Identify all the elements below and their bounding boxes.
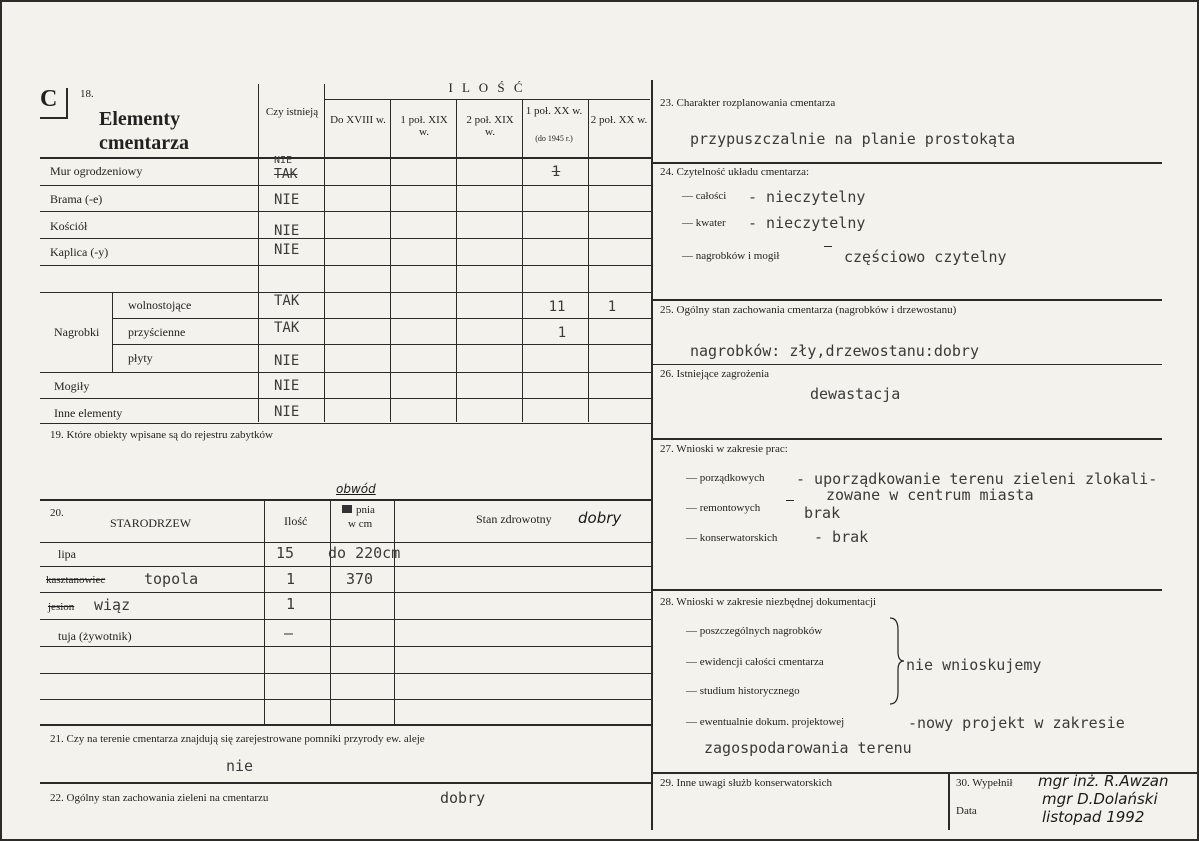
q20-col-stan: Stan zdrowotny bbox=[476, 512, 552, 526]
ilosc-header: I L O Ś Ć bbox=[448, 80, 526, 95]
inventory-card bbox=[2, 2, 1197, 839]
q22-label: 22. Ogólny stan zachowania zieleni na cmentarzu bbox=[50, 792, 269, 804]
q23-label: 23. Charakter rozplanowania cmentarza bbox=[660, 97, 836, 109]
q30-label: 30. Wypełnił bbox=[956, 777, 1013, 789]
q20-col-obwod: obwód bbox=[336, 482, 376, 496]
row-mur-label: Mur ogrodzeniowy bbox=[50, 164, 143, 178]
q24-kwater-answer: - nieczytelny bbox=[748, 214, 866, 232]
q30-date: listopad 1992 bbox=[1042, 808, 1145, 826]
starodrzew-row-4-qty: — bbox=[284, 624, 294, 642]
q19-label: 19. Które obiekty wpisane są do rejestru zabytków bbox=[50, 429, 273, 441]
starodrzew-row-2-name: topola bbox=[144, 570, 199, 588]
q27-porzadkowych: — porządkowych bbox=[686, 472, 765, 484]
row-inne-czy: NIE bbox=[274, 404, 300, 420]
q24-nagrobkow-answer: częściowo czytelny bbox=[844, 248, 1007, 266]
q30-data-label: Data bbox=[956, 805, 977, 817]
row-nagrobki-label: Nagrobki bbox=[54, 325, 100, 339]
q28-ewidencji: — ewidencji całości cmentarza bbox=[686, 656, 824, 668]
q24-calosci-answer: - nieczytelny bbox=[748, 188, 866, 206]
q27-porzadkowych-answer-2: zowane w centrum miasta bbox=[826, 486, 1034, 504]
q24-calosci: — całości bbox=[682, 190, 727, 202]
row-plyty-label: płyty bbox=[128, 351, 153, 365]
row-mogily-czy: NIE bbox=[274, 378, 300, 394]
bleed-through-mark bbox=[1120, 212, 1127, 244]
starodrzew-row-2-struck: kasztanowiec bbox=[46, 574, 106, 586]
q20-stan-value: dobry bbox=[578, 509, 622, 527]
row-inne-label: Inne elementy bbox=[54, 406, 123, 420]
scribble-mark bbox=[342, 505, 352, 513]
row-kosciol-czy: NIE bbox=[274, 223, 300, 239]
q30-name-2: mgr D.Dolański bbox=[1042, 790, 1158, 808]
starodrzew-row-1-name: lipa bbox=[58, 547, 76, 561]
q30-name-1: mgr inż. R.Awzan bbox=[1038, 772, 1169, 790]
row-mogily-label: Mogiły bbox=[54, 379, 90, 393]
row-wolnostojace-label: wolnostojące bbox=[128, 298, 192, 312]
col-do-xviii: Do XVIII w. bbox=[330, 114, 386, 126]
row-przyscienne-czy: TAK bbox=[274, 320, 300, 336]
q25-label: 25. Ogólny stan zachowania cmentarza (nagrobków i drzewostanu) bbox=[660, 304, 957, 316]
q27-konserwatorskich-answer: - brak bbox=[814, 528, 869, 546]
starodrzew-row-2-qty: 1 bbox=[286, 570, 296, 588]
q28-brace-answer: nie wnioskujemy bbox=[906, 656, 1042, 674]
q27-konserwatorskich: — konserwatorskich bbox=[686, 532, 778, 544]
section-number: 18. bbox=[80, 88, 94, 100]
q26-label: 26. Istniejące zagrożenia bbox=[660, 368, 770, 380]
q28-studium: — studium historycznego bbox=[686, 685, 800, 697]
section-title-2: cmentarza bbox=[99, 132, 189, 154]
q27-label: 27. Wnioski w zakresie prac: bbox=[660, 443, 788, 455]
row-plyty-czy: NIE bbox=[274, 353, 300, 369]
q20-col-starodrzew: STARODRZEW bbox=[110, 516, 192, 530]
brace-icon bbox=[886, 616, 906, 706]
row-brama-label: Brama (-e) bbox=[50, 192, 103, 206]
q21-answer: nie bbox=[226, 757, 254, 775]
q20-col-pnia: pnia bbox=[356, 504, 375, 516]
q28-projektowej: — ewentualnie dokum. projektowej bbox=[686, 716, 845, 728]
row-mur-struck: TAK bbox=[274, 167, 298, 182]
section-letter: C bbox=[40, 86, 58, 112]
q20-col-ilosc: Ilość bbox=[284, 514, 308, 528]
q28-label: 28. Wnioski w zakresie niezbędnej dokumentacji bbox=[660, 596, 877, 608]
starodrzew-row-3-name: wiąz bbox=[94, 596, 131, 614]
q23-answer: przypuszczalnie na planie prostokąta bbox=[690, 130, 1016, 148]
row-mur-value: 1 bbox=[551, 164, 561, 180]
q28-projektowej-answer-2: zagospodarowania terenu bbox=[704, 739, 912, 757]
divider bbox=[40, 117, 68, 119]
q24-nagrobkow: — nagrobków i mogił bbox=[682, 250, 780, 262]
q28-nagrobkow: — poszczególnych nagrobków bbox=[686, 625, 823, 637]
q20-col-wcm: w cm bbox=[348, 518, 373, 530]
q24-label: 24. Czytelność układu cmentarza: bbox=[660, 166, 810, 178]
divider bbox=[66, 88, 68, 118]
q24-kwater: — kwater bbox=[682, 217, 726, 229]
row-kaplica-czy: NIE bbox=[274, 242, 300, 258]
col-2-pol-xx: 2 poł. XX w. bbox=[590, 114, 648, 126]
starodrzew-row-1-obwod: do 220cm bbox=[328, 544, 401, 562]
row-kaplica-label: Kaplica (-y) bbox=[50, 245, 109, 259]
row-wolnostojace-v1: 11 bbox=[548, 299, 566, 315]
row-mur-correction: NIE bbox=[274, 155, 293, 166]
row-wolnostojace-v2: 1 bbox=[607, 299, 617, 315]
row-przyscienne-v1: 1 bbox=[557, 325, 567, 341]
row-wolnostojace-czy: TAK bbox=[274, 293, 300, 309]
col-1-pol-xx-note: (do 1945 r.) bbox=[535, 134, 573, 143]
starodrzew-row-2-obwod: 370 bbox=[346, 570, 374, 588]
starodrzew-row-4-name: tuja (żywotnik) bbox=[58, 629, 132, 643]
q27-remontowych: — remontowych bbox=[686, 502, 761, 514]
q22-answer: dobry bbox=[440, 789, 486, 807]
col-czy-istnieja: Czy istnieją bbox=[265, 106, 319, 118]
q28-projektowej-answer-1: -nowy projekt w zakresie bbox=[908, 714, 1125, 732]
starodrzew-row-3-struck: jesion bbox=[48, 601, 75, 613]
q27-remontowych-answer: brak bbox=[804, 504, 841, 522]
section-title-1: Elementy bbox=[99, 108, 181, 130]
q25-answer: nagrobków: zły,drzewostanu:dobry bbox=[690, 342, 979, 360]
row-brama-czy: NIE bbox=[274, 192, 300, 208]
row-kosciol-label: Kościół bbox=[50, 219, 88, 233]
q21-label: 21. Czy na terenie cmentarza znajdują się zarejestrowane pomniki przyrody ew. aleje bbox=[50, 733, 425, 745]
starodrzew-row-1-qty: 15 bbox=[276, 544, 295, 562]
q27-porzadkowych-answer-1: - uporządkowanie terenu zieleni zlokali- bbox=[796, 470, 1158, 488]
q26-answer: dewastacja bbox=[810, 385, 901, 403]
starodrzew-row-3-qty: 1 bbox=[286, 595, 296, 613]
q29-label: 29. Inne uwagi służb konserwatorskich bbox=[660, 777, 832, 789]
row-przyscienne-label: przyścienne bbox=[128, 325, 186, 339]
q20-number: 20. bbox=[50, 507, 64, 519]
col-2-pol-xix: 2 poł. XIX w. bbox=[466, 114, 514, 138]
col-1-pol-xx: 1 poł. XX w. bbox=[525, 105, 583, 117]
col-1-pol-xix: 1 poł. XIX w. bbox=[400, 114, 448, 138]
